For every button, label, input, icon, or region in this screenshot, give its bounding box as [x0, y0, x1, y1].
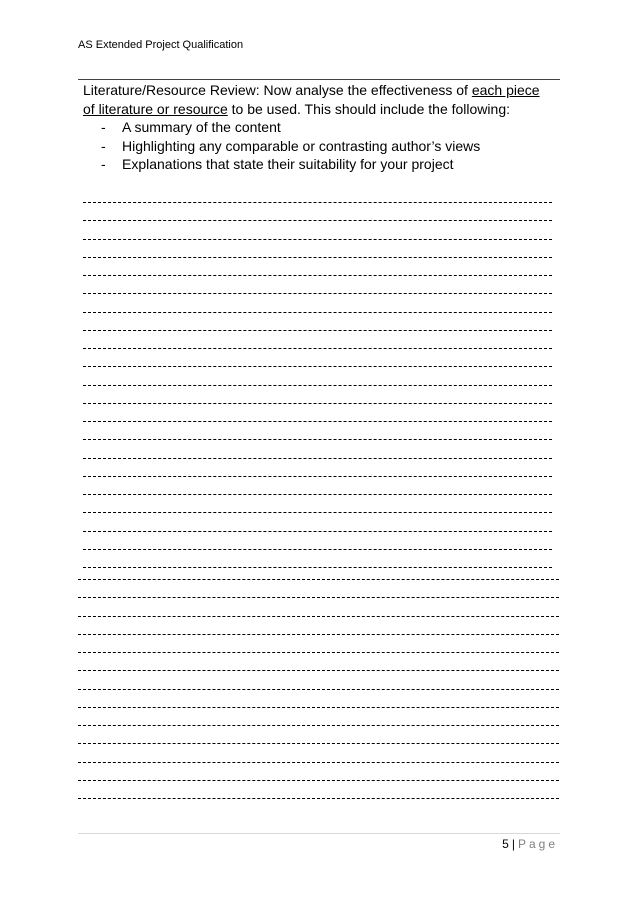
writing-line — [78, 780, 559, 781]
writing-line — [83, 567, 552, 568]
writing-line — [83, 531, 552, 532]
writing-line — [83, 476, 552, 477]
writing-line — [78, 743, 559, 744]
writing-line — [78, 652, 559, 653]
writing-line — [78, 762, 559, 763]
writing-line — [78, 689, 559, 690]
footer-separator: | — [511, 837, 515, 851]
list-item-text: A summary of the content — [122, 119, 281, 135]
bullet-dash: - — [101, 137, 106, 154]
writing-line — [83, 348, 552, 349]
bullet-dash: - — [101, 119, 106, 135]
list-item — [83, 155, 553, 174]
writing-line — [83, 421, 552, 422]
writing-line — [78, 798, 559, 799]
writing-line — [83, 257, 552, 258]
instructions-block — [83, 81, 553, 174]
page-number: 5 — [502, 837, 509, 851]
running-header: AS Extended Project Qualification — [78, 39, 244, 51]
page-label: Page — [517, 837, 558, 851]
writing-line — [83, 458, 552, 459]
writing-line — [78, 725, 559, 726]
bullet-dash: - — [101, 156, 106, 172]
list-item-text: Explanations that state their suitability for your project — [122, 156, 454, 172]
top-rule — [78, 79, 560, 80]
writing-line — [83, 202, 552, 203]
writing-line — [78, 579, 559, 580]
writing-line — [78, 597, 559, 598]
writing-line — [83, 239, 552, 240]
writing-line — [78, 707, 559, 708]
writing-line — [83, 330, 552, 331]
writing-line — [83, 312, 552, 313]
writing-line — [78, 634, 559, 635]
writing-line — [83, 403, 552, 404]
writing-line — [83, 439, 552, 440]
writing-line — [83, 385, 552, 386]
intro-paragraph — [83, 81, 553, 118]
list-item — [83, 118, 553, 137]
writing-line — [78, 670, 559, 671]
writing-line — [83, 220, 552, 221]
requirements-list — [83, 118, 553, 174]
writing-line — [83, 549, 552, 550]
page-footer — [502, 837, 558, 851]
list-item-text: Highlighting any comparable or contrasting author’s views — [122, 137, 481, 154]
writing-line — [78, 616, 559, 617]
intro-text-start: Literature/Resource Review: Now analyse the effectiveness of — [83, 82, 472, 98]
footer-rule — [78, 833, 560, 834]
intro-text-underlined: each piece of literature or resource — [83, 82, 540, 117]
writing-line — [83, 366, 552, 367]
intro-text-end: to be used. This should include the following: — [227, 100, 510, 117]
writing-line — [83, 494, 552, 495]
writing-line — [83, 275, 552, 276]
writing-line — [83, 512, 552, 513]
writing-line — [83, 293, 552, 294]
list-item — [83, 137, 553, 156]
